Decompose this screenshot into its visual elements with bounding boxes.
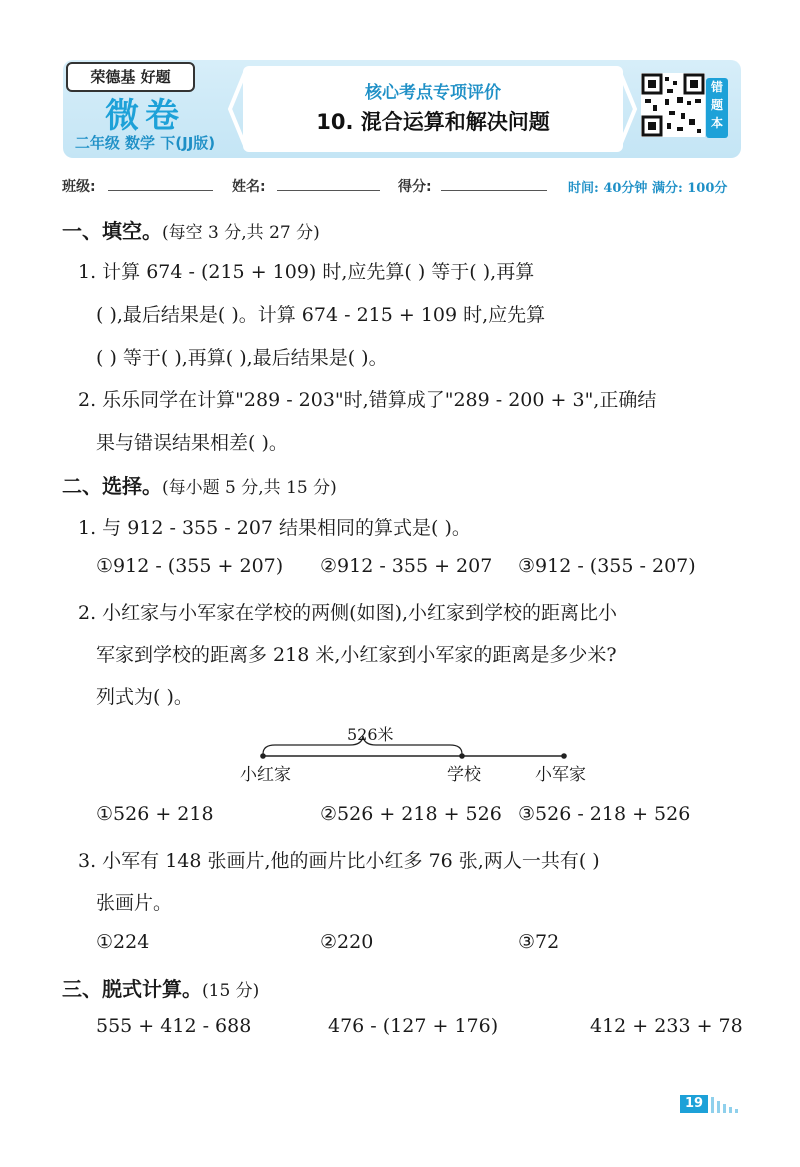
s3-expression-3: 412 + 233 + 78 — [590, 1015, 743, 1037]
score-label: 得分: — [398, 179, 432, 195]
series-title: 核心考点专项评价 — [365, 83, 501, 103]
s2-q2-option-2[interactable]: ②526 + 218 + 526 — [320, 803, 502, 825]
point-school — [459, 753, 465, 759]
section-3-heading — [62, 973, 259, 1002]
s1-q2-line2: 果与错误结果相差( )。 — [96, 432, 288, 454]
label-school: 学校 — [447, 765, 481, 785]
s2-q1: 1. 与 912 - 355 - 207 结果相同的算式是( )。 — [78, 517, 471, 539]
s2-q3-line1: 3. 小军有 148 张画片,他的画片比小红多 76 张,两人一共有( ) — [78, 850, 600, 872]
s1-q1-line3: ( ) 等于( ),再算( ),最后结果是( )。 — [96, 347, 388, 369]
s2-q2-line2: 军家到学校的距离多 218 米,小红家到小军家的距离是多少米? — [96, 644, 617, 666]
s1-q2-line1: 2. 乐乐同学在计算"289 - 203"时,错算成了"289 - 200 + 3",正确结 — [78, 389, 657, 411]
page-number: 19 — [680, 1095, 708, 1113]
s3-expression-2: 476 - (127 + 176) — [328, 1015, 499, 1037]
s3-expression-1: 555 + 412 - 688 — [96, 1015, 252, 1037]
page-bars-icon — [710, 1095, 740, 1113]
s2-q3-option-2[interactable]: ②220 — [320, 931, 374, 953]
section-2-note: (每小题 5 分,共 15 分) — [162, 478, 337, 498]
section-3-note: (15 分) — [202, 981, 260, 1001]
class-label: 班级: — [62, 179, 96, 195]
s2-q3-option-1[interactable]: ①224 — [96, 931, 150, 953]
score-blank[interactable] — [441, 190, 547, 191]
section-1-heading — [62, 215, 320, 244]
section-1-note: (每空 3 分,共 27 分) — [162, 223, 320, 243]
name-label: 姓名: — [232, 179, 266, 195]
brand-title: 微卷 — [105, 96, 185, 136]
section-2-heading — [62, 470, 337, 499]
point-xiaohong — [260, 753, 266, 759]
name-blank[interactable] — [277, 190, 380, 191]
brand-tag: 荣德基 好题 — [66, 62, 195, 92]
s2-q1-option-1[interactable]: ①912 - (355 + 207) — [96, 555, 284, 577]
unit-title: 10. 混合运算和解决问题 — [316, 110, 550, 134]
label-xiaojun-home: 小军家 — [535, 765, 586, 785]
s2-q3-line2: 张画片。 — [96, 892, 173, 914]
label-xiaohong-home: 小红家 — [240, 765, 291, 785]
class-blank[interactable] — [108, 190, 213, 191]
s1-q1-line2: ( ),最后结果是( )。计算 674 - 215 + 109 时,应先算 — [96, 304, 546, 326]
section-1-title: 一、填空。 — [62, 219, 162, 243]
s2-q1-option-3[interactable]: ③912 - (355 - 207) — [518, 555, 696, 577]
section-3-title: 三、脱式计算。 — [62, 977, 202, 1001]
s1-q1-line1: 1. 计算 674 - (215 + 109) 时,应先算( ) 等于( ),再算 — [78, 261, 535, 283]
point-xiaojun — [561, 753, 567, 759]
qr-code-icon[interactable] — [641, 73, 705, 137]
distance-label: 526米 — [347, 725, 394, 744]
s2-q2-option-3[interactable]: ③526 - 218 + 526 — [518, 803, 691, 825]
s2-q3-option-3[interactable]: ③72 — [518, 931, 560, 953]
brand-subtitle: 二年级 数学 下(JJ版) — [74, 134, 216, 152]
s2-q2-option-1[interactable]: ①526 + 218 — [96, 803, 214, 825]
s2-q2-line3: 列式为( )。 — [96, 686, 193, 708]
s2-q1-option-2[interactable]: ②912 - 355 + 207 — [320, 555, 493, 577]
time-info: 时间: 40分钟 满分: 100分 — [568, 181, 728, 196]
section-2-title: 二、选择。 — [62, 474, 162, 498]
s2-q2-line1: 2. 小红家与小军家在学校的两侧(如图),小红家到学校的距离比小 — [78, 602, 618, 624]
wrong-answer-book-tag: 错题本 — [706, 78, 728, 138]
